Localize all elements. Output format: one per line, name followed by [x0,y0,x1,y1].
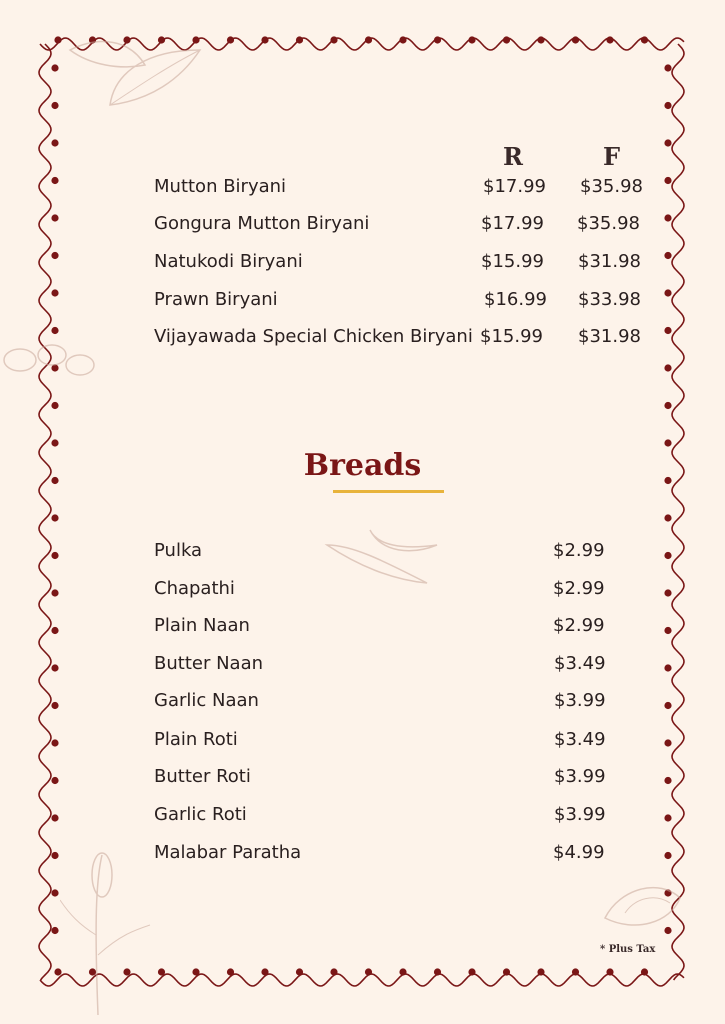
border-dot [468,36,475,43]
border-dot [399,968,406,975]
menu-item-price: $2.99 [553,540,605,561]
border-dot [51,552,58,559]
tax-footnote: * Plus Tax [600,944,656,955]
chili-peppers-icon [322,525,442,590]
border-dot [51,402,58,409]
border-dots [51,36,671,975]
border-dot [537,36,544,43]
border-dot [664,64,671,71]
border-dot [664,552,671,559]
regular-size-header: R [503,142,523,171]
menu-item-price-regular: $15.99 [480,326,543,347]
border-dot [261,968,268,975]
menu-item-price-family: $31.98 [578,251,641,272]
border-dot [51,702,58,709]
border-dot [664,214,671,221]
border-dot [664,852,671,859]
coconut-icon [600,878,690,938]
menu-item-price-family: $35.98 [580,176,643,197]
menu-item-price: $4.99 [553,842,605,863]
border-dot [468,968,475,975]
menu-item-price: $2.99 [553,578,605,599]
menu-item-price: $3.99 [554,690,606,711]
title-underline [333,490,444,493]
menu-item-price-regular: $17.99 [481,213,544,234]
menu-item-price: $3.49 [554,729,606,750]
menu-item-name: Garlic Naan [154,690,259,711]
border-dot [192,968,199,975]
border-dot [51,439,58,446]
border-dot [537,968,544,975]
border-dot [664,589,671,596]
border-dot [664,514,671,521]
menu-item-price: $2.99 [553,615,605,636]
family-size-header: F [603,142,621,171]
border-dot [330,36,337,43]
wheat-stalk-icon [60,845,160,1020]
menu-item-price-family: $33.98 [578,289,641,310]
border-wave-left [39,44,51,980]
menu-item-price: $3.49 [554,653,606,674]
border-dot [664,139,671,146]
border-dot [51,289,58,296]
menu-item-name: Garlic Roti [154,804,247,825]
basil-leaf-icon [60,30,210,110]
border-dot [261,36,268,43]
border-dot [641,968,648,975]
border-dot [664,252,671,259]
menu-item-name: Plain Naan [154,615,250,636]
border-dot [434,36,441,43]
menu-item-name: Pulka [154,540,203,561]
cardamom-icon [0,335,100,385]
border-dot [51,927,58,934]
menu-item-name: Plain Roti [154,729,238,750]
border-dot [51,739,58,746]
border-dot [664,402,671,409]
border-dot [664,702,671,709]
menu-item-name: Butter Naan [154,653,264,674]
border-dot [51,589,58,596]
border-dot [227,36,234,43]
border-dot [606,968,613,975]
border-dot [664,327,671,334]
menu-item-price-regular: $15.99 [481,251,544,272]
border-dot [51,214,58,221]
menu-item-price-regular: $16.99 [484,289,547,310]
border-dot [51,327,58,334]
border-dot [572,36,579,43]
menu-item-price: $3.99 [554,766,606,787]
border-dot [296,968,303,975]
border-dot [664,814,671,821]
border-dot [664,102,671,109]
border-dot [51,664,58,671]
border-dot [664,739,671,746]
border-dot [572,968,579,975]
border-wave-right [672,44,684,980]
border-dot [503,36,510,43]
border-dot [51,514,58,521]
menu-item-name: Prawn Biryani [154,289,278,310]
border-dot [227,968,234,975]
border-dot [664,289,671,296]
border-dot [51,64,58,71]
section-title-breads: Breads [303,448,422,483]
menu-item-name: Gongura Mutton Biryani [154,213,370,234]
border-dot [664,439,671,446]
border-dot [51,777,58,784]
border-dot [503,968,510,975]
border-dot [296,36,303,43]
border-dot [434,968,441,975]
border-dot [51,252,58,259]
border-dot [664,177,671,184]
border-dot [664,777,671,784]
border-dot [51,627,58,634]
border-dot [51,852,58,859]
border-dot [399,36,406,43]
menu-item-name: Mutton Biryani [154,176,287,197]
menu-item-price: $3.99 [554,804,606,825]
menu-item-name: Malabar Paratha [154,842,302,863]
border-dot [641,36,648,43]
border-dot [664,664,671,671]
border-dot [664,364,671,371]
menu-item-price-family: $31.98 [578,326,641,347]
border-dot [365,36,372,43]
border-dot [51,814,58,821]
menu-item-name: Chapathi [154,578,235,599]
menu-item-name: Butter Roti [154,766,251,787]
border-dot [51,102,58,109]
border-dot [51,139,58,146]
border-dot [51,889,58,896]
menu-item-name: Natukodi Biryani [154,251,303,272]
border-dot [606,36,613,43]
border-dot [330,968,337,975]
menu-item-price-family: $35.98 [577,213,640,234]
border-dot [365,968,372,975]
border-dot [51,177,58,184]
menu-item-price-regular: $17.99 [483,176,546,197]
border-dot [664,627,671,634]
menu-item-name: Vijayawada Special Chicken Biryani [154,326,473,347]
